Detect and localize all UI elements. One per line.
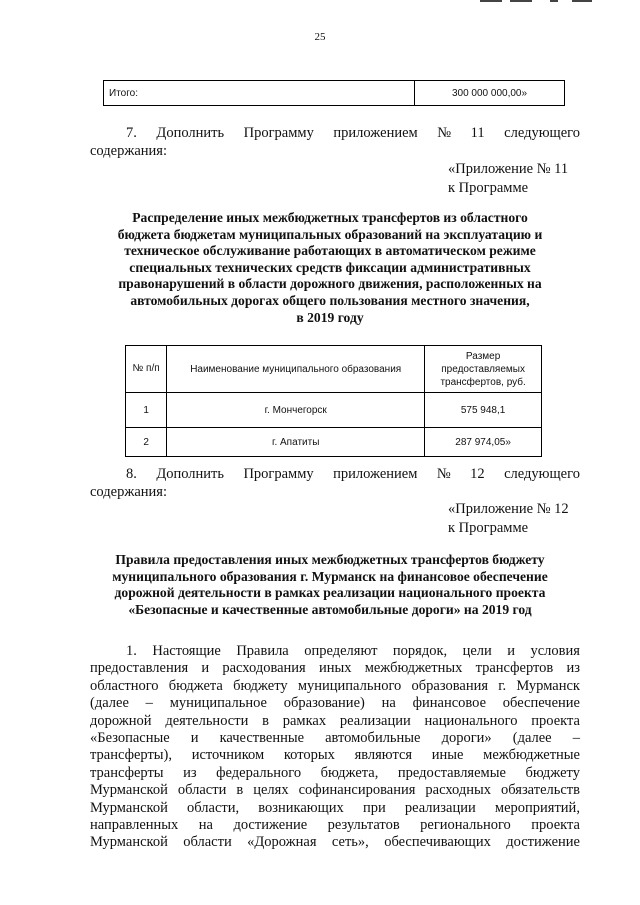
body-word: целях	[253, 782, 289, 799]
body-word: и	[190, 730, 199, 747]
body-word: результатов	[327, 817, 400, 834]
body-word: источником	[191, 747, 265, 764]
row-size: 287 974,05»	[425, 428, 542, 457]
heading-line: бюджета бюджетам муниципальных образований на эксплуатацию и	[117, 226, 543, 242]
row-num: 2	[126, 428, 167, 457]
body-word: финансовое	[412, 695, 487, 712]
item-8-word: 12	[470, 466, 485, 482]
body-word: и	[507, 643, 516, 659]
body-word: дорожной	[90, 712, 152, 729]
body-word: –	[145, 695, 153, 712]
body-word: межбюджетные	[483, 747, 580, 764]
heading-line: «Безопасные и качественные автомобильные дороги» на 2019 год	[128, 601, 532, 617]
heading-line: Распределение иных межбюджетных трансфертов из областного	[132, 210, 528, 225]
item-7-number: 7.	[126, 125, 137, 141]
body-line	[90, 678, 580, 695]
item-8-line-1	[90, 465, 580, 483]
body-word: области,	[187, 799, 240, 816]
body-word: качественные	[219, 730, 305, 747]
body-line	[90, 643, 580, 660]
body-word: определяют	[304, 643, 378, 659]
item-7-line-1	[90, 124, 580, 142]
body-word: «Безопасные	[90, 730, 170, 747]
body-line	[90, 660, 580, 677]
body-word: достижение	[233, 817, 308, 834]
table-header-row	[126, 346, 542, 393]
body-word: софинансирования	[298, 782, 416, 799]
body-word: иные	[431, 747, 464, 764]
heading-line: специальных технических средств фиксации административных	[129, 259, 531, 275]
body-word: межбюджетных	[364, 660, 463, 677]
item-8-number: 8.	[126, 466, 137, 482]
body-word: Настоящие	[152, 643, 221, 659]
body-word: Мурманск	[516, 677, 580, 694]
body-word: являются	[354, 747, 413, 764]
scan-marks	[480, 0, 600, 4]
body-word: предоставления	[90, 660, 189, 677]
body-word: трансфертов	[475, 660, 554, 677]
item-7-word: следующего	[504, 125, 580, 141]
body-word: федерального	[216, 764, 302, 781]
appendix-11-title: «Приложение № 11	[448, 161, 569, 177]
heading-line: дорожной деятельности в рамках реализации национального проекта	[114, 585, 546, 601]
body-word: предоставляемые	[397, 764, 506, 781]
total-value: 300 000 000,00»	[451, 88, 528, 99]
body-word: Мурманской	[90, 782, 168, 799]
body-word: областного	[90, 677, 159, 694]
body-word: условия	[530, 643, 580, 659]
body-word: обеспечивающих	[384, 834, 491, 851]
total-table	[103, 80, 565, 106]
body-word: регионального	[420, 817, 511, 834]
body-word: возникающих	[258, 799, 344, 816]
body-word: трансферты),	[90, 747, 172, 764]
row-size: 575 948,1	[425, 393, 542, 428]
body-word: из	[566, 660, 580, 677]
body-word: бюджета	[168, 677, 223, 694]
table-row	[126, 393, 542, 428]
body-word: (далее	[90, 695, 129, 712]
heading-line: техническое обслуживание работающих в автоматическом режиме	[124, 243, 536, 259]
body-word: Мурманской	[90, 799, 168, 816]
body-line	[90, 713, 580, 730]
body-word: автомобильные	[325, 730, 421, 747]
body-word: трансферты	[90, 764, 164, 781]
body-word: в	[236, 782, 244, 799]
item-8-word: №	[436, 466, 451, 482]
body-word: национального	[424, 712, 518, 729]
body-word: расходных	[425, 782, 491, 799]
body-word: обеспечение	[502, 695, 580, 712]
body-word: г.	[498, 677, 507, 694]
row-num: 1	[126, 393, 167, 428]
body-word: в	[262, 712, 269, 729]
body-word: направленных	[90, 817, 179, 834]
rules-heading	[75, 552, 585, 618]
item-7-word: №	[437, 125, 452, 141]
appendix-12-caption	[448, 500, 569, 538]
body-word: 1.	[126, 643, 137, 659]
body-word: бюджету	[525, 764, 580, 781]
body-line	[90, 765, 580, 782]
body-line	[90, 695, 580, 712]
body-word: достижение	[506, 834, 580, 851]
body-line	[90, 747, 580, 764]
body-line	[90, 817, 580, 834]
heading-line: Правила предоставления иных межбюджетных трансфертов бюджету	[115, 552, 545, 567]
table-row	[126, 428, 542, 457]
item-8-word: Программу	[243, 466, 314, 482]
body-word: обязательств	[501, 782, 580, 799]
item-8-paragraph	[90, 465, 580, 501]
item-7-paragraph	[90, 124, 580, 160]
body-word: реализации	[404, 799, 476, 816]
body-word: на	[198, 817, 213, 834]
body-word: порядок,	[392, 643, 448, 659]
distribution-table	[125, 345, 542, 457]
item-8-line-2: содержания:	[90, 484, 168, 500]
total-label: Итого:	[104, 81, 415, 105]
header-num: № п/п	[126, 346, 167, 393]
item-8-word: приложением	[333, 466, 418, 482]
body-word: и	[201, 660, 210, 677]
body-word: области	[183, 834, 232, 851]
body-word: расходования	[222, 660, 306, 677]
body-line	[90, 782, 580, 799]
heading-line: муниципального образования г. Мурманск на финансовое обеспечение	[112, 568, 548, 584]
body-word: реализации	[339, 712, 411, 729]
header-size: Размер предоставляемых трансфертов, руб.	[425, 346, 542, 393]
body-line	[90, 800, 580, 817]
body-word: сеть»,	[331, 834, 369, 851]
body-word: муниципального	[297, 677, 402, 694]
appendix-12-title: «Приложение № 12	[448, 501, 569, 517]
page-number: 25	[314, 31, 326, 43]
item-8-word: Дополнить	[156, 466, 224, 482]
rules-body	[90, 643, 580, 852]
body-line	[90, 730, 580, 747]
body-word: образование)	[283, 695, 365, 712]
item-8-word: следующего	[504, 466, 580, 482]
item-7-word: приложением	[333, 125, 418, 141]
item-7-word: Дополнить	[156, 125, 225, 141]
body-word: Мурманской	[90, 834, 168, 851]
body-word: из	[183, 764, 197, 781]
body-word: мероприятий,	[494, 799, 580, 816]
appendix-11-subtitle: к Программе	[448, 180, 529, 196]
row-name: г. Мончегорск	[167, 393, 425, 428]
body-word: «Дорожная	[247, 834, 317, 851]
header-name: Наименование муниципального образования	[167, 346, 425, 393]
body-word: рамках	[282, 712, 327, 729]
body-word: бюджету	[233, 677, 288, 694]
body-word: Правила	[236, 643, 289, 659]
body-word: при	[362, 799, 386, 816]
body-word: (далее	[512, 730, 552, 747]
body-word: цели	[462, 643, 492, 659]
body-word: дороги»	[441, 730, 492, 747]
body-word: образования	[411, 677, 489, 694]
body-word: которых	[283, 747, 335, 764]
item-7-word: Программу	[243, 125, 314, 141]
body-word: области	[177, 782, 227, 799]
appendix-11-caption	[448, 160, 568, 198]
heading-line: автомобильных дорогах общего пользования местного значения,	[130, 292, 530, 308]
item-7-line-2: содержания:	[90, 143, 168, 159]
body-word: –	[572, 730, 580, 747]
appendix-12-subtitle: к Программе	[448, 520, 529, 536]
body-word: муниципальное	[169, 695, 267, 712]
body-word: иных	[318, 660, 352, 677]
body-word: проекта	[531, 712, 580, 729]
body-word: бюджета,	[320, 764, 379, 781]
row-name: г. Апатиты	[167, 428, 425, 457]
item-7-word: 11	[470, 125, 485, 141]
body-line	[90, 834, 580, 851]
body-word: деятельности	[165, 712, 249, 729]
distribution-heading	[90, 210, 570, 326]
body-word: на	[381, 695, 396, 712]
body-word: проекта	[531, 817, 580, 834]
heading-line: в 2019 году	[296, 309, 364, 325]
heading-line: правонарушений в области дорожного движения, расположенных на	[118, 276, 542, 292]
